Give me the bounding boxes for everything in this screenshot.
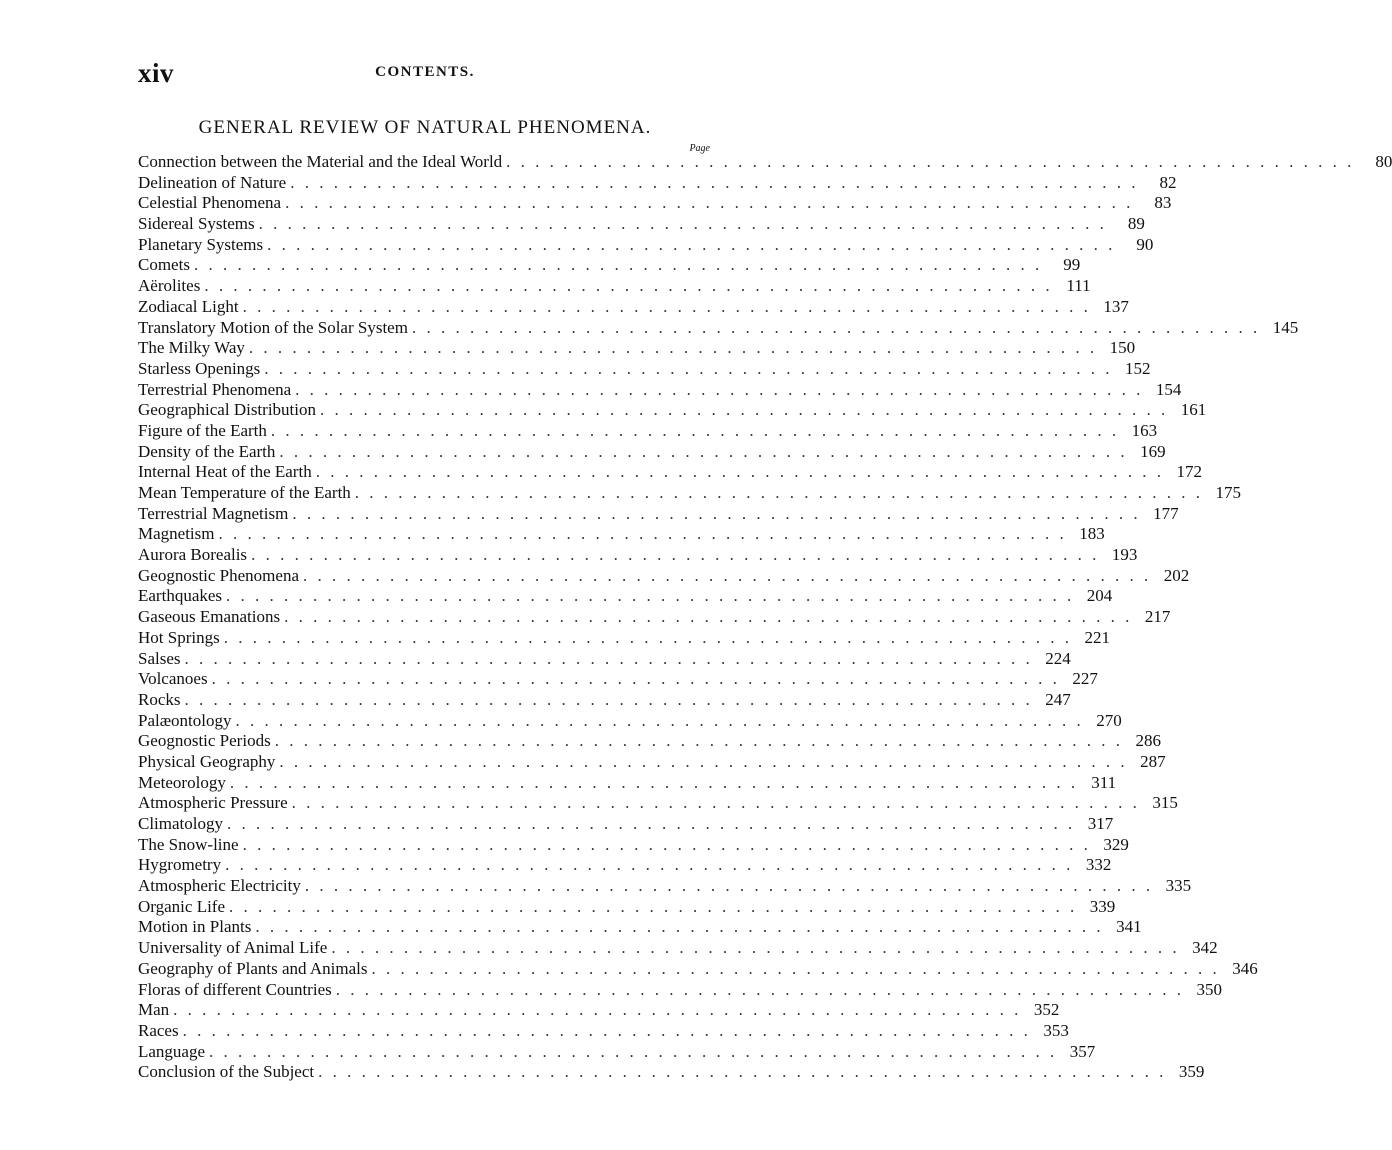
toc-entry-page: 350: [1196, 979, 1222, 999]
toc-entry: [138, 462, 1202, 483]
toc-entry-page: 193: [1111, 545, 1138, 565]
toc-entry-page: 137: [1103, 296, 1129, 316]
toc-entry-page: 286: [1135, 731, 1161, 751]
toc-entry-title: Volcanoes: [138, 669, 208, 689]
toc-entry-title: Earthquakes: [138, 586, 223, 606]
toc-entry: [138, 1020, 1069, 1042]
dot-leader: . . . . . . . . . . . . . . . . . . . . . . . . . . . . . . . . . . . . . . . . . . . . . . . . . . . . . . . . . . .: [193, 255, 1043, 275]
toc-entry-title: Zodiacal Light: [138, 296, 239, 316]
toc-entry: [138, 876, 1192, 897]
dot-leader: . . . . . . . . . . . . . . . . . . . . . . . . . . . . . . . . . . . . . . . . . . . . . . . . . . . . . . . . . . .: [335, 979, 1184, 999]
toc-entry-page: 202: [1163, 565, 1190, 585]
toc-entry-title: Translatory Motion of the Solar System: [138, 317, 408, 337]
page-number: xiv: [138, 58, 175, 88]
dot-leader: . . . . . . . . . . . . . . . . . . . . . . . . . . . . . . . . . . . . . . . . . . . . . . . . . . . . . . . . . . .: [209, 1041, 1058, 1061]
toc-entry-page: 90: [1136, 234, 1154, 254]
toc-entry-title: Internal Heat of the Earth: [138, 462, 312, 482]
dot-leader: . . . . . . . . . . . . . . . . . . . . . . . . . . . . . . . . . . . . . . . . . . . . . . . . . . . . . . . . . . .: [411, 317, 1261, 337]
toc-entry-page: 317: [1087, 814, 1114, 833]
toc-entry: [138, 689, 1071, 711]
toc-entry-title: Mean Temperature of the Earth: [138, 483, 351, 502]
toc-entry-page: 177: [1153, 503, 1179, 523]
dot-leader: . . . . . . . . . . . . . . . . . . . . . . . . . . . . . . . . . . . . . . . . . . . . . . . . . . . . . . . . . . .: [235, 710, 1084, 730]
toc-entry-page: 315: [1152, 793, 1178, 813]
page-column-label: Page: [689, 143, 710, 154]
toc-entry: [138, 524, 1105, 545]
toc-entry-title: Meteorology: [138, 772, 226, 792]
toc-entry: [138, 917, 1142, 938]
toc-entry-page: 357: [1069, 1041, 1096, 1061]
dot-leader: . . . . . . . . . . . . . . . . . . . . . . . . . . . . . . . . . . . . . . . . . . . . . . . . . . . . . . . . . . .: [354, 483, 1204, 502]
toc-entry: [138, 420, 1158, 442]
toc-entry-title: Atmospheric Pressure: [138, 793, 288, 813]
toc-entry: [138, 234, 1154, 256]
toc-entry: [138, 1062, 1205, 1083]
toc-entry-page: 111: [1066, 276, 1091, 296]
toc-entry-page: 287: [1140, 751, 1166, 771]
toc-entry-page: 247: [1045, 689, 1071, 709]
dot-leader: . . . . . . . . . . . . . . . . . . . . . . . . . . . . . . . . . . . . . . . . . . . . . . . . . . . . . . . . . . .: [211, 669, 1060, 689]
toc-entry-title: Figure of the Earth: [138, 420, 267, 440]
toc-entry-page: 224: [1045, 648, 1071, 668]
dot-leader: . . . . . . . . . . . . . . . . . . . . . . . . . . . . . . . . . . . . . . . . . . . . . . . . . . . . . . . . . . .: [270, 420, 1120, 440]
toc-entry-title: Geography of Plants and Animals: [138, 958, 368, 978]
toc-entry-page: 335: [1165, 876, 1192, 896]
toc-entry: [138, 545, 1138, 566]
toc-entry: [138, 276, 1091, 297]
toc-entry: [138, 1041, 1096, 1063]
toc-entry: [138, 255, 1081, 276]
toc-entry-title: Rocks: [138, 689, 181, 709]
dot-leader: . . . . . . . . . . . . . . . . . . . . . . . . . . . . . . . . . . . . . . . . . . . . . . . . . . . . . . . . . . .: [264, 358, 1113, 378]
section-title: GENERAL REVIEW OF NATURAL PHENOMENA.: [198, 117, 652, 138]
dot-leader: . . . . . . . . . . . . . . . . . . . . . . . . . . . . . . . . . . . . . . . . . . . . . . . . . . . . . . . . . . .: [251, 545, 1100, 565]
toc-entry-title: Races: [138, 1020, 179, 1040]
dot-leader: . . . . . . . . . . . . . . . . . . . . . . . . . . . . . . . . . . . . . . . . . . . . . . . . . . . . . . . . . . .: [292, 503, 1141, 523]
dot-leader: . . . . . . . . . . . . . . . . . . . . . . . . . . . . . . . . . . . . . . . . . . . . . . . . . . . . . . . . . . .: [184, 689, 1033, 709]
toc-entry: [138, 648, 1071, 670]
toc-entry-title: Starless Openings: [138, 358, 261, 378]
toc-entry-title: Man: [138, 1000, 170, 1020]
dot-leader: . . . . . . . . . . . . . . . . . . . . . . . . . . . . . . . . . . . . . . . . . . . . . . . . . . . . . . . . . . .: [184, 648, 1033, 668]
running-head: CONTENTS.: [375, 64, 475, 80]
toc-entry: [138, 214, 1145, 235]
dot-leader: . . . . . . . . . . . . . . . . . . . . . . . . . . . . . . . . . . . . . . . . . . . . . . . . . . . . . . . . . . .: [295, 379, 1144, 399]
toc-entry: [138, 814, 1114, 835]
toc-entry-title: Geognostic Phenomena: [138, 565, 299, 585]
dot-leader: . . . . . . . . . . . . . . . . . . . . . . . . . . . . . . . . . . . . . . . . . . . . . . . . . . . . . . . . . . .: [303, 565, 1152, 585]
contents-list: [138, 152, 1392, 1083]
dot-leader: . . . . . . . . . . . . . . . . . . . . . . . . . . . . . . . . . . . . . . . . . . . . . . . . . . . . . . . . . . .: [204, 276, 1053, 296]
dot-leader: . . . . . . . . . . . . . . . . . . . . . . . . . . . . . . . . . . . . . . . . . . . . . . . . . . . . . . . . . . .: [371, 958, 1220, 978]
toc-entry: [138, 565, 1190, 587]
dot-leader: . . . . . . . . . . . . . . . . . . . . . . . . . . . . . . . . . . . . . . . . . . . . . . . . . . . . . . . . . . .: [279, 751, 1128, 771]
toc-entry: [138, 586, 1113, 607]
toc-entry: [138, 896, 1116, 918]
toc-entry-title: Gaseous Emanations: [138, 607, 281, 627]
toc-entry-page: 353: [1043, 1020, 1069, 1040]
dot-leader: . . . . . . . . . . . . . . . . . . . . . . . . . . . . . . . . . . . . . . . . . . . . . . . . . . . . . . . . . . .: [506, 152, 1355, 171]
toc-entry-page: 169: [1140, 441, 1166, 461]
toc-entry-title: The Milky Way: [138, 338, 245, 358]
toc-entry-page: 175: [1215, 483, 1242, 502]
toc-entry: [138, 317, 1299, 339]
toc-entry-page: 332: [1085, 855, 1112, 875]
toc-entry-title: Aurora Borealis: [138, 545, 248, 565]
toc-entry: [138, 358, 1151, 380]
toc-entry: [138, 793, 1178, 814]
dot-leader: . . . . . . . . . . . . . . . . . . . . . . . . . . . . . . . . . . . . . . . . . . . . . . . . . . . . . . . . . . .: [242, 834, 1091, 854]
toc-entry: [138, 607, 1171, 628]
toc-entry-title: Conclusion of the Subject: [138, 1062, 315, 1082]
dot-leader: . . . . . . . . . . . . . . . . . . . . . . . . . . . . . . . . . . . . . . . . . . . . . . . . . . . . . . . . . . .: [229, 896, 1078, 916]
toc-entry-title: Comets: [138, 255, 190, 275]
toc-entry-page: 145: [1272, 317, 1299, 337]
dot-leader: . . . . . . . . . . . . . . . . . . . . . . . . . . . . . . . . . . . . . . . . . . . . . . . . . . . . . . . . . . .: [284, 607, 1133, 627]
toc-entry-title: Density of the Earth: [138, 441, 276, 461]
dot-leader: . . . . . . . . . . . . . . . . . . . . . . . . . . . . . . . . . . . . . . . . . . . . . . . . . . . . . . . . . . .: [304, 876, 1154, 896]
toc-entry: [138, 731, 1161, 752]
toc-entry-page: 161: [1180, 400, 1207, 420]
toc-entry: [138, 441, 1166, 463]
toc-entry-title: Atmospheric Electricity: [138, 876, 301, 896]
toc-entry-title: Aërolites: [138, 276, 201, 296]
toc-entry-page: 80: [1375, 152, 1392, 171]
dot-leader: . . . . . . . . . . . . . . . . . . . . . . . . . . . . . . . . . . . . . . . . . . . . . . . . . . . . . . . . . . .: [285, 193, 1134, 213]
toc-entry-title: Magnetism: [138, 524, 215, 544]
toc-entry-title: Universality of Animal Life: [138, 938, 328, 958]
toc-entry-page: 154: [1155, 379, 1182, 399]
toc-entry-page: 270: [1096, 710, 1122, 730]
toc-entry-page: 342: [1192, 938, 1218, 958]
toc-entry: [138, 710, 1122, 732]
toc-entry-title: Climatology: [138, 814, 223, 833]
toc-entry-title: The Snow-line: [138, 834, 239, 854]
toc-entry-page: 329: [1103, 834, 1129, 854]
dot-leader: . . . . . . . . . . . . . . . . . . . . . . . . . . . . . . . . . . . . . . . . . . . . . . . . . . . . . . . . . . .: [315, 462, 1164, 482]
toc-entry-title: Organic Life: [138, 896, 226, 916]
toc-entry-page: 221: [1084, 627, 1110, 647]
dot-leader: . . . . . . . . . . . . . . . . . . . . . . . . . . . . . . . . . . . . . . . . . . . . . . . . . . . . . . . . . . .: [291, 793, 1140, 813]
dot-leader: . . . . . . . . . . . . . . . . . . . . . . . . . . . . . . . . . . . . . . . . . . . . . . . . . . . . . . . . . . .: [274, 731, 1123, 751]
toc-entry: [138, 172, 1177, 194]
toc-entry-title: Connection between the Material and the Ideal World: [138, 152, 503, 171]
dot-leader: . . . . . . . . . . . . . . . . . . . . . . . . . . . . . . . . . . . . . . . . . . . . . . . . . . . . . . . . . . .: [229, 772, 1079, 792]
toc-entry: [138, 483, 1242, 504]
toc-entry-title: Delineation of Nature: [138, 172, 287, 192]
toc-entry-page: 172: [1176, 462, 1202, 482]
toc-entry-title: Geographical Distribution: [138, 400, 316, 420]
toc-entry-title: Geognostic Periods: [138, 731, 271, 751]
toc-entry: [138, 669, 1098, 690]
toc-entry-page: 204: [1086, 586, 1113, 606]
toc-entry-title: Motion in Plants: [138, 917, 252, 937]
toc-entry-title: Sidereal Systems: [138, 214, 255, 234]
dot-leader: . . . . . . . . . . . . . . . . . . . . . . . . . . . . . . . . . . . . . . . . . . . . . . . . . . . . . . . . . . .: [248, 338, 1098, 358]
dot-leader: . . . . . . . . . . . . . . . . . . . . . . . . . . . . . . . . . . . . . . . . . . . . . . . . . . . . . . . . . . .: [258, 214, 1107, 234]
toc-entry: [138, 1000, 1060, 1021]
toc-entry-page: 99: [1063, 255, 1081, 275]
dot-leader: . . . . . . . . . . . . . . . . . . . . . . . . . . . . . . . . . . . . . . . . . . . . . . . . . . . . . . . . . . .: [290, 172, 1139, 192]
dot-leader: . . . . . . . . . . . . . . . . . . . . . . . . . . . . . . . . . . . . . . . . . . . . . . . . . . . . . . . . . . .: [267, 234, 1116, 254]
toc-entry: [138, 503, 1179, 525]
toc-entry-page: 217: [1144, 607, 1171, 627]
dot-leader: . . . . . . . . . . . . . . . . . . . . . . . . . . . . . . . . . . . . . . . . . . . . . . . . . . . . . . . . . . .: [279, 441, 1128, 461]
dot-leader: . . . . . . . . . . . . . . . . . . . . . . . . . . . . . . . . . . . . . . . . . . . . . . . . . . . . . . . . . . .: [331, 938, 1180, 958]
dot-leader: . . . . . . . . . . . . . . . . . . . . . . . . . . . . . . . . . . . . . . . . . . . . . . . . . . . . . . . . . . .: [242, 296, 1091, 316]
toc-entry: [138, 979, 1222, 1001]
dot-leader: . . . . . . . . . . . . . . . . . . . . . . . . . . . . . . . . . . . . . . . . . . . . . . . . . . . . . . . . . . .: [226, 586, 1075, 606]
toc-entry: [138, 834, 1129, 856]
toc-entry: [138, 379, 1182, 401]
toc-entry-title: Physical Geography: [138, 751, 276, 771]
toc-entry: [138, 338, 1136, 359]
toc-entry-title: Language: [138, 1041, 206, 1061]
toc-entry: [138, 400, 1207, 421]
dot-leader: . . . . . . . . . . . . . . . . . . . . . . . . . . . . . . . . . . . . . . . . . . . . . . . . . . . . . . . . . . .: [225, 855, 1074, 875]
toc-entry-page: 227: [1072, 669, 1098, 689]
toc-entry-title: Terrestrial Phenomena: [138, 379, 292, 399]
toc-entry-page: 150: [1109, 338, 1136, 358]
toc-entry-page: 352: [1033, 1000, 1060, 1020]
toc-entry-page: 346: [1232, 958, 1258, 978]
dot-leader: . . . . . . . . . . . . . . . . . . . . . . . . . . . . . . . . . . . . . . . . . . . . . . . . . . . . . . . . . . .: [218, 524, 1067, 544]
toc-entry: [138, 627, 1110, 649]
toc-entry: [138, 296, 1129, 318]
toc-entry-page: 83: [1154, 193, 1172, 213]
dot-leader: . . . . . . . . . . . . . . . . . . . . . . . . . . . . . . . . . . . . . . . . . . . . . . . . . . . . . . . . . . .: [318, 1062, 1167, 1082]
toc-entry-page: 339: [1089, 896, 1116, 916]
toc-entry: [138, 958, 1258, 980]
dot-leader: . . . . . . . . . . . . . . . . . . . . . . . . . . . . . . . . . . . . . . . . . . . . . . . . . . . . . . . . . . .: [227, 814, 1076, 833]
toc-entry-title: Floras of different Countries: [138, 979, 332, 999]
toc-entry-title: Hot Springs: [138, 627, 220, 647]
dot-leader: . . . . . . . . . . . . . . . . . . . . . . . . . . . . . . . . . . . . . . . . . . . . . . . . . . . . . . . . . . .: [320, 400, 1169, 420]
toc-entry: [138, 938, 1218, 959]
toc-entry: [138, 751, 1166, 773]
toc-entry-title: Planetary Systems: [138, 234, 264, 254]
toc-entry-page: 359: [1178, 1062, 1205, 1082]
toc-entry: [138, 152, 1392, 173]
toc-entry-page: 82: [1159, 172, 1177, 192]
dot-leader: . . . . . . . . . . . . . . . . . . . . . . . . . . . . . . . . . . . . . . . . . . . . . . . . . . . . . . . . . . .: [255, 917, 1104, 937]
toc-entry-page: 341: [1116, 917, 1142, 937]
toc-entry-page: 152: [1125, 358, 1151, 378]
dot-leader: . . . . . . . . . . . . . . . . . . . . . . . . . . . . . . . . . . . . . . . . . . . . . . . . . . . . . . . . . . .: [223, 627, 1072, 647]
toc-entry-page: 163: [1131, 420, 1158, 440]
toc-entry: [138, 193, 1172, 214]
dot-leader: . . . . . . . . . . . . . . . . . . . . . . . . . . . . . . . . . . . . . . . . . . . . . . . . . . . . . . . . . . .: [173, 1000, 1022, 1020]
toc-entry-title: Terrestrial Magnetism: [138, 503, 289, 523]
toc-entry-title: Palæontology: [138, 710, 232, 730]
toc-entry-title: Hygrometry: [138, 855, 222, 875]
dot-leader: . . . . . . . . . . . . . . . . . . . . . . . . . . . . . . . . . . . . . . . . . . . . . . . . . . . . . . . . . . .: [182, 1020, 1031, 1040]
toc-entry-page: 89: [1127, 214, 1145, 234]
toc-entry-page: 311: [1091, 772, 1117, 792]
toc-entry-title: Celestial Phenomena: [138, 193, 282, 213]
toc-entry: [138, 772, 1117, 794]
toc-entry: [138, 855, 1112, 876]
toc-entry-title: Salses: [138, 648, 181, 668]
toc-entry-page: 183: [1079, 524, 1105, 544]
